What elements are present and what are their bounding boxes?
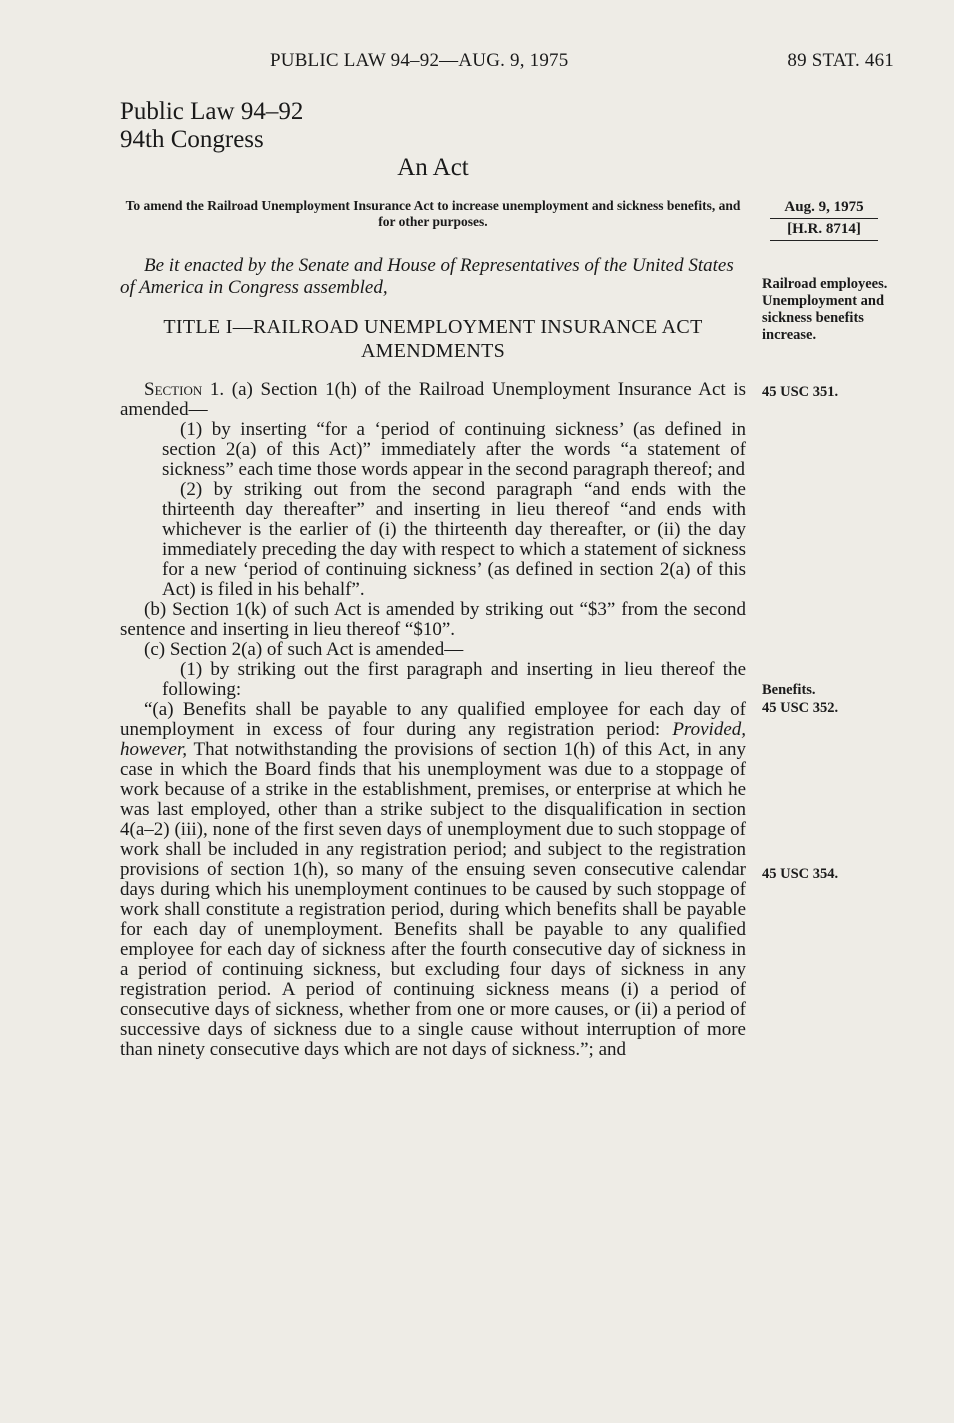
running-head-title: PUBLIC LAW 94–92—AUG. 9, 1975	[270, 50, 569, 71]
enacting-clause: Be it enacted by the Senate and House of Representatives of the United States of America in Congress assembled,	[120, 255, 734, 298]
section-1a-paragraph-1: (1) by inserting “for a ‘period of continuing sickness’ (as defined in section 2(a) of this Act)” immediately after the words “a statement of sickness” each time those words appear in the second paragraph thereof; and	[162, 419, 746, 480]
law-identifier	[120, 98, 303, 154]
inserted-subsection-a	[120, 700, 746, 1060]
margin-note-usc-352: 45 USC 352.	[762, 700, 839, 716]
margin-note-usc-354: 45 USC 354.	[762, 866, 839, 882]
statute-body	[120, 380, 746, 1060]
section-label: Section	[144, 379, 203, 400]
inserted-subsection-a-rest: That notwithstanding the provisions of section 1(h) of this Act, in any case in which the Board finds that his unemployment was due to a stoppage of work because of a strike in the establishment, premises, or enterprise at which he was last employed, other than a strike subject to the disqualification in section 4(a–2) (iii), none of the first seven days of unemployment due to such stoppage of work shall be included in any registration period; and subject to the registration provisions of section 1(h), so many of the ensuing seven consecutive calendar days during which his unemployment continues to be caused by such stoppage of work shall constitute a registration period, during which benefits shall be payable for each day of unemployment. Benefits shall be payable to any qualified employee for each day of sickness after the fourth consecutive day of sickness in a period of continuing sickness, but excluding four days of sickness in any registration period. A period of continuing sickness means (i) a period of consecutive days of sickness, whether from one or more causes, or (ii) a period of successive days of sickness due to a single cause without interruption of more than ninety consecutive days which are not days of sickness.”; and	[120, 739, 746, 1060]
section-1b: (b) Section 1(k) of such Act is amended by striking out “$3” from the second sentence and inserting in lieu thereof “$10”.	[120, 599, 746, 640]
act-purpose: To amend the Railroad Unemployment Insurance Act to increase unemployment and sickness benefits, and for other purposes.	[125, 198, 741, 229]
section-1a-paragraph-2: (2) by striking out from the second paragraph “and ends with the thirteenth day thereafter” and inserting in lieu thereof “and ends with whichever is the earlier of (i) the thirteenth day thereafter, or (ii) the day immediately preceding the day with respect to which a statement of sickness for a new ‘period of continuing sickness’ (as defined in section 2(a) of this Act) is filed in his behalf”.	[162, 479, 746, 600]
act-heading: An Act	[397, 154, 469, 181]
running-head	[270, 50, 894, 72]
bill-number: [H.R. 8714]	[770, 219, 878, 241]
date-box	[770, 199, 878, 241]
section-1a-text: 1. (a) Section 1(h) of the Railroad Unemployment Insurance Act is amended—	[120, 379, 746, 420]
margin-note-usc-351: 45 USC 351.	[762, 384, 839, 400]
proviso: Provided, however,	[120, 719, 747, 760]
inserted-subsection-a-open: “(a) Benefits shall be payable to any qualified employee for each day of unemployment in excess of four during any registration period:	[120, 699, 746, 740]
congress-number: 94th Congress	[120, 126, 264, 153]
section-1c: (c) Section 2(a) of such Act is amended—	[144, 639, 464, 660]
enactment-date: Aug. 9, 1975	[770, 199, 878, 219]
margin-note-benefits: Benefits.	[762, 682, 816, 698]
title-heading: TITLE I—RAILROAD UNEMPLOYMENT INSURANCE ACT AMENDMENTS	[163, 316, 703, 362]
public-law-number: Public Law 94–92	[120, 98, 304, 125]
section-1a	[120, 380, 746, 420]
statute-page-number: 89 STAT. 461	[787, 50, 894, 71]
margin-note-railroad: Railroad employees. Unemployment and sickness benefits increase.	[762, 276, 888, 343]
section-1c-paragraph-1: (1) by striking out the first paragraph and inserting in lieu thereof the following:	[162, 659, 746, 700]
